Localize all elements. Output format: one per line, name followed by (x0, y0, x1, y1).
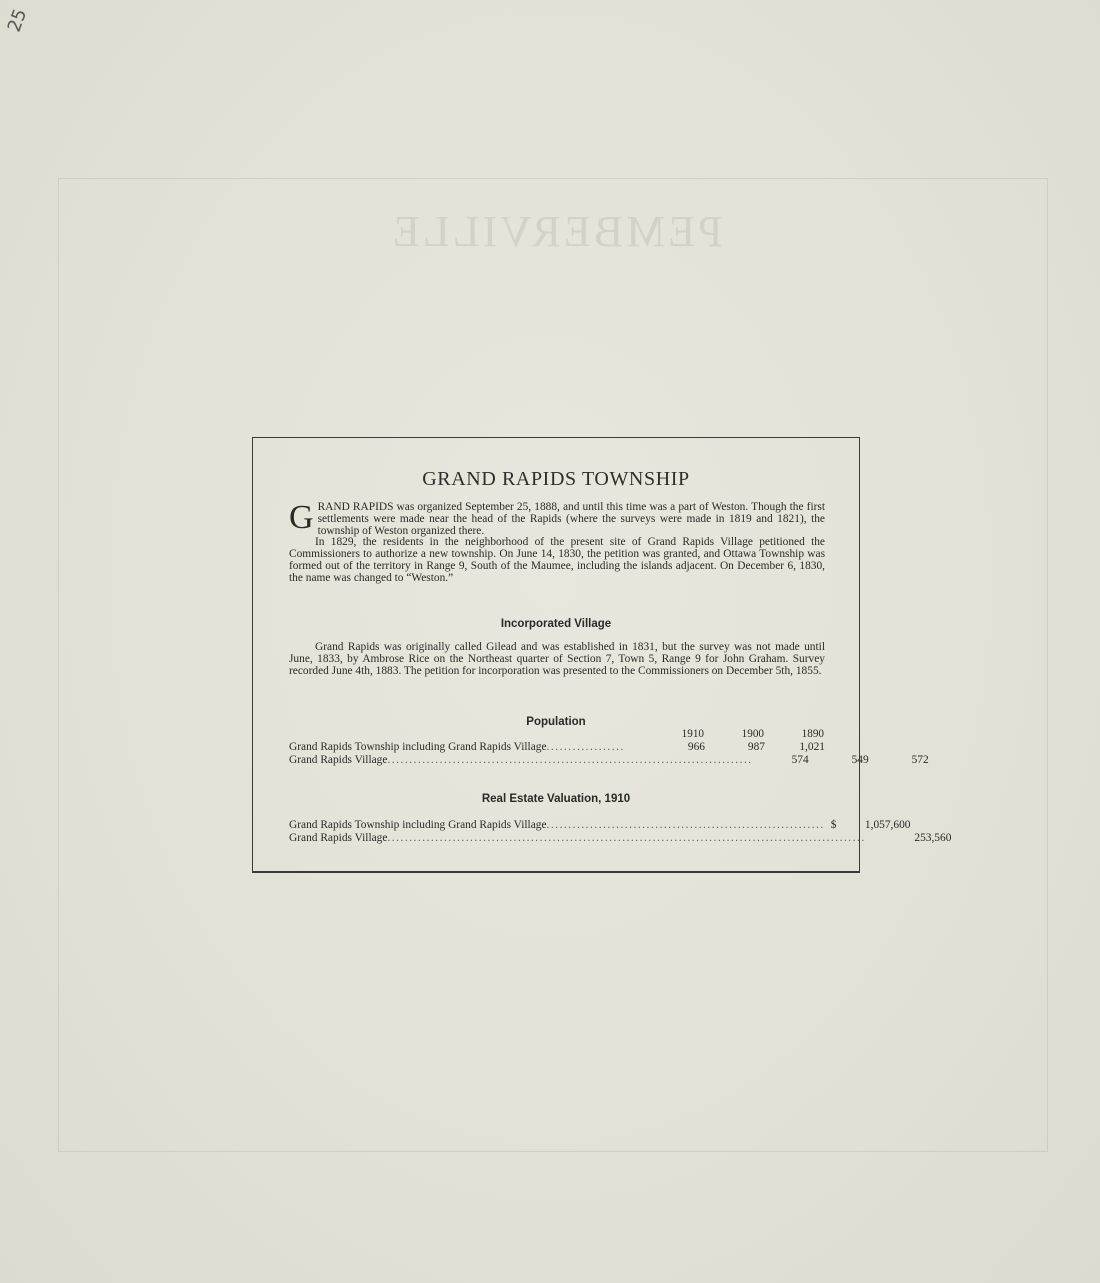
valuation-row (289, 819, 911, 831)
row-label: Grand Rapids Village (289, 832, 388, 844)
value-1910: 574 (791, 754, 809, 766)
valuation-value: 1,057,600 (864, 819, 911, 831)
row-label: Grand Rapids Township including Grand Rapids Village (289, 741, 547, 753)
population-row (289, 741, 825, 753)
year-1890: 1890 (801, 728, 824, 740)
township-text-box (252, 437, 952, 873)
dot-leader: .................. (546, 741, 625, 753)
intro-paragraph-1 (289, 499, 825, 537)
year-1900: 1900 (741, 728, 764, 740)
value-1890: 1,021 (799, 741, 825, 753)
valuation-heading: Real Estate Valuation, 1910 (481, 793, 631, 805)
value-1890: 572 (911, 754, 929, 766)
dot-leader: .............................................................................................................. (387, 832, 866, 844)
population-row (289, 754, 929, 766)
row-values (649, 741, 825, 753)
dot-leader: ................................................................ (546, 819, 825, 831)
handwritten-page-number: 25 (3, 6, 32, 35)
page-title: GRAND RAPIDS TOWNSHIP (422, 468, 690, 490)
intro-section (289, 499, 825, 585)
bleed-through-title: PEMBERVILLE (390, 207, 723, 256)
row-values (753, 754, 929, 766)
village-paragraph: Grand Rapids was originally called Gilead and was established in 1831, but the survey was not made until June, 1833, by Ambrose Rice on the Northeast quarter of Section 7, Town 5, Range 9 for John Graham. Survey recorded June 4th, 1883. The petition for incorporation was presented to the Commissioners on December 5th, 1855. (289, 641, 825, 677)
valuation-value: 253,560 (914, 832, 952, 844)
intro-paragraph-2: In 1829, the residents in the neighborhood of the present site of Grand Rapids Village petitioned the Commissioners to authorize a new township. On June 14, 1830, the petition was granted, and Ottawa Township was formed out of the territory in Range 9, South of the Maumee, including the islands adjacent. On December 6, 1830, the name was changed to “Weston.” (289, 536, 825, 584)
population-year-header (648, 728, 824, 740)
row-label: Grand Rapids Township including Grand Rapids Village (289, 819, 547, 831)
value-1900: 987 (747, 741, 765, 753)
year-1910: 1910 (681, 728, 704, 740)
intro-paragraph-1-text: RAND RAPIDS was organized September 25, 1888, and until this time was a part of Weston. Though the first settlements were made near the head of the Rapids (where the surveys were made in 1819 and 1821), the township of Weston organized there. (317, 501, 825, 537)
drop-cap: G (289, 499, 314, 536)
value-1910: 966 (687, 741, 705, 753)
village-heading: Incorporated Village (500, 618, 612, 630)
currency-symbol: $ (830, 819, 837, 831)
population-heading: Population (526, 716, 586, 728)
dot-leader: .................................................................................... (387, 754, 753, 766)
row-label: Grand Rapids Village (289, 754, 388, 766)
valuation-row (289, 832, 952, 844)
value-1900: 549 (851, 754, 869, 766)
